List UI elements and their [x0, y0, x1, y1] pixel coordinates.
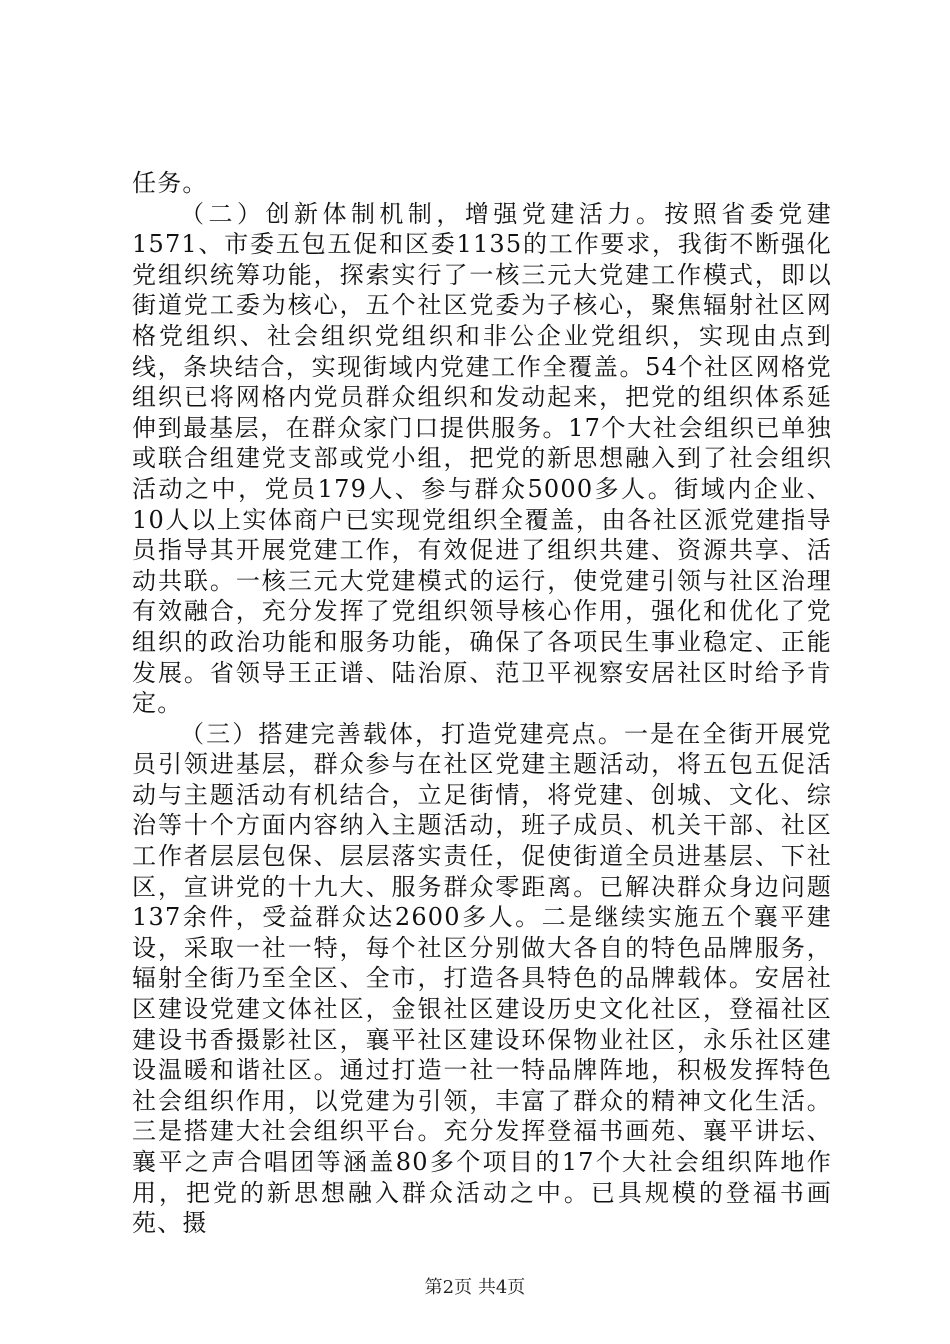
document-body [132, 168, 832, 1239]
paragraph-section-three: （三）搭建完善载体，打造党建亮点。一是在全街开展党员引领进基层，群众参与在社区党建主题活动，将五包五促活动与主题活动有机结合，立足街情，将党建、创城、文化、综治等十个方面内容纳入主题活动，班子成员、机关干部、社区工作者层层包保、层层落实责任，促使街道全员进基层、下社区，宣讲党的十九大、服务群众零距离。已解决群众身边问题137余件，受益群众达2600多人。二是继续实施五个襄平建设，采取一社一特，每个社区分别做大各自的特色品牌服务，辐射全街乃至全区、全市，打造各具特色的品牌载体。安居社区建设党建文体社区，金银社区建设历史文化社区，登福社区建设书香摄影社区，襄平社区建设环保物业社区，永乐社区建设温暖和谐社区。通过打造一社一特品牌阵地，积极发挥特色社会组织作用，以党建为引领，丰富了群众的精神文化生活。三是搭建大社会组织平台。充分发挥登福书画苑、襄平讲坛、襄平之声合唱团等涵盖80多个项目的17个大社会组织阵地作用，把党的新思想融入群众活动之中。已具规模的登福书画苑、摄 [132, 719, 832, 1238]
page-number-label: 第2页 共4页 [424, 1277, 526, 1298]
page-footer [0, 1273, 950, 1299]
paragraph-section-two: （二）创新体制机制，增强党建活力。按照省委党建1571、市委五包五促和区委1135的工作要求，我街不断强化党组织统筹功能，探索实行了一核三元大党建工作模式，即以街道党工委为核心，五个社区党委为子核心，聚焦辐射社区网格党组织、社会组织党组织和非公企业党组织，实现由点到线，条块结合，实现街域内党建工作全覆盖。54个社区网格党组织已将网格内党员群众组织和发动起来，把党的组织体系延伸到最基层，在群众家门口提供服务。17个大社会组织已单独或联合组建党支部或党小组，把党的新思想融入到了社会组织活动之中，党员179人、参与群众5000多人。街域内企业、10人以上实体商户已实现党组织全覆盖，由各社区派党建指导员指导其开展党建工作，有效促进了组织共建、资源共享、活动共联。一核三元大党建模式的运行，使党建引领与社区治理有效融合，充分发挥了党组织领导核心作用，强化和优化了党组织的政治功能和服务功能，确保了各项民生事业稳定、正能发展。省领导王正谱、陆治原、范卫平视察安居社区时给予肯定。 [132, 199, 832, 718]
paragraph-continuation: 任务。 [132, 169, 208, 197]
